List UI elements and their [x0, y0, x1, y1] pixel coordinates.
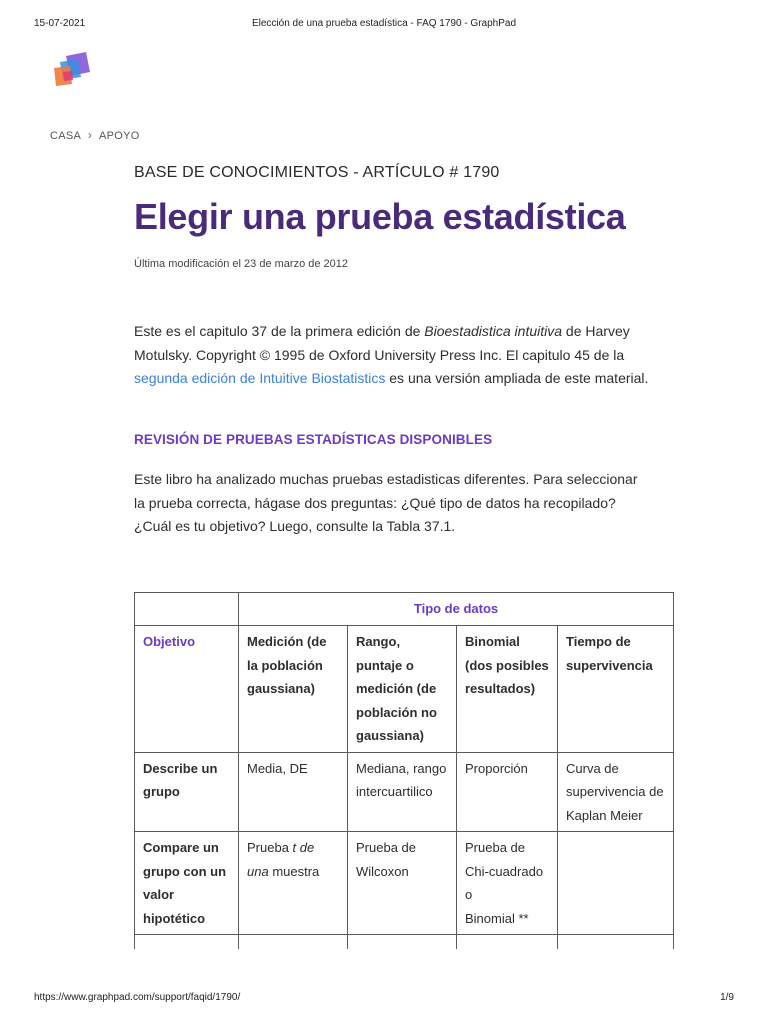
print-url: https://www.graphpad.com/support/faqid/1790/: [34, 992, 241, 1003]
intro-paragraph: [134, 320, 654, 391]
table-cell: Prueba de Wilcoxon: [348, 832, 457, 935]
column-header: Rango, puntaje o medición (de población no gaussiana): [348, 626, 457, 753]
table-cell: Media, DE: [239, 752, 348, 832]
objective-header: Objetivo: [135, 626, 239, 753]
cell-text-italic: t de una: [247, 840, 315, 879]
data-type-header: Tipo de datos: [239, 593, 674, 626]
graphpad-logo[interactable]: [50, 50, 92, 90]
table-row: [135, 832, 674, 935]
cell-text: o: [465, 887, 473, 902]
breadcrumb: [50, 128, 140, 142]
table-cell: Curva de supervivencia de Kaplan Meier: [558, 752, 674, 832]
column-header: Medición (de la población gaussiana): [239, 626, 348, 753]
print-page-title: Elección de una prueba estadística - FAQ 1790 - GraphPad: [251, 18, 517, 29]
book-title: Bioestadistica intuitiva: [424, 323, 563, 339]
statistical-tests-table: [134, 592, 674, 949]
intro-text-2: de Harvey Motulsky. Copyright © 1995 de Oxford University Press Inc. El capitulo 45 de la: [134, 323, 630, 363]
table-row: [135, 935, 674, 950]
table-cell: Proporción: [457, 752, 558, 832]
graphpad-logo-icon: [50, 50, 92, 90]
table-cell: [457, 832, 558, 935]
cell-text: Binomial **: [465, 910, 529, 926]
breadcrumb-item-apoyo[interactable]: APOYO: [98, 130, 140, 142]
table-cell: [239, 832, 348, 935]
chevron-right-icon: ›: [87, 128, 93, 142]
table-corner-cell: [135, 593, 239, 626]
row-header: Describe un grupo: [135, 752, 239, 832]
cell-text: Prueba de Chi-cuadrado: [465, 840, 544, 879]
section-heading: REVISIÓN DE PRUEBAS ESTADÍSTICAS DISPONIBLES: [134, 432, 493, 447]
table-cell: [348, 935, 457, 950]
table-row: [135, 752, 674, 832]
last-modified: Última modificación el 23 de marzo de 2012: [134, 258, 349, 270]
column-header: Tiempo de supervivencia: [558, 626, 674, 753]
print-header: [34, 18, 734, 32]
page-number: 1/9: [720, 992, 734, 1003]
second-edition-link[interactable]: segunda edición de Intuitive Biostatistics: [134, 370, 386, 386]
column-header: Binomial (dos posibles resultados): [457, 626, 558, 753]
cell-text: muestra: [268, 863, 320, 879]
page-title: Elegir una prueba estadística: [134, 196, 626, 237]
print-footer: [34, 992, 734, 1006]
table-cell: [457, 935, 558, 950]
table-cell: [135, 935, 239, 950]
table-cell: [558, 832, 674, 935]
table-row: [135, 626, 674, 753]
cell-text: Prueba: [247, 840, 293, 855]
intro-text-1: Este es el capitulo 37 de la primera edición de: [134, 323, 425, 339]
breadcrumb-item-casa[interactable]: CASA: [50, 130, 81, 142]
table-cell: [558, 935, 674, 950]
print-date: 15-07-2021: [34, 18, 86, 29]
table-cell: Mediana, rango intercuartilico: [348, 752, 457, 832]
table-row: [135, 593, 674, 626]
row-header: Compare un grupo con un valor hipotético: [135, 832, 239, 935]
table-cell: [239, 935, 348, 950]
intro-text-3: es una versión ampliada de este material.: [385, 370, 649, 386]
kb-article-label: BASE DE CONOCIMIENTOS - ARTÍCULO # 1790: [134, 164, 500, 181]
body-paragraph: Este libro ha analizado muchas pruebas estadisticas diferentes. Para seleccionar la prueba correcta, hágase dos preguntas: ¿Qué tipo de datos ha recopilado? ¿Cuál es tu objetivo? Luego, consulte la Tabla 37.1.: [134, 471, 638, 534]
